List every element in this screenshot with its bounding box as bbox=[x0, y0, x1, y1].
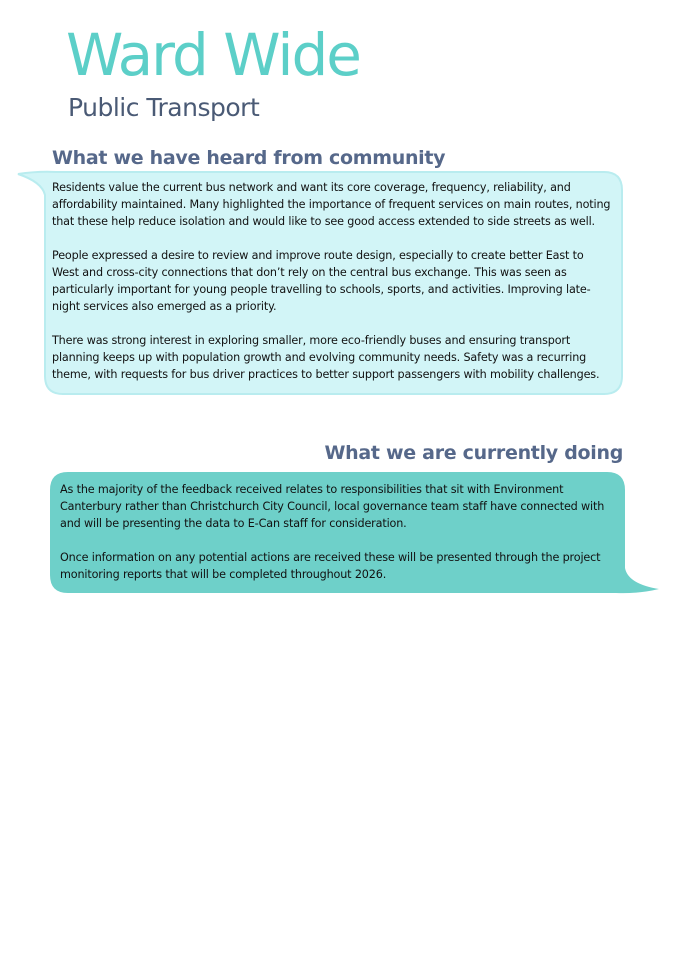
current-actions-paragraph: As the majority of the feedback received relates to responsibilities that sit with Environment Canterbury rather than Christchurch City Council, local governance team staff have connected with and will be presenting the data to E-Can staff for consideration. bbox=[60, 483, 605, 530]
community-paragraph: People expressed a desire to review and improve route design, especially to create better East to West and cross-city connections that don’t rely on the central bus exchange. This was seen as particularly important for young people travelling to schools, sports, and activities. Improving late-night services also emerged as a priority. bbox=[52, 249, 591, 313]
page-title: Ward Wide bbox=[66, 21, 360, 89]
community-feedback-speech-bubble bbox=[16, 170, 626, 398]
current-actions-text bbox=[60, 481, 620, 583]
current-actions-speech-bubble bbox=[50, 472, 662, 597]
community-paragraph: Residents value the current bus network and want its core coverage, frequency, reliability, and affordability maintained. Many highlighted the importance of frequent services on main routes, noting that these help reduce isolation and would like to see good access extended to side streets as well. bbox=[52, 181, 611, 228]
current-actions-heading: What we are currently doing bbox=[324, 442, 623, 464]
page-subtitle: Public Transport bbox=[68, 93, 260, 122]
community-feedback-text bbox=[52, 179, 612, 383]
community-feedback-heading: What we have heard from community bbox=[52, 147, 446, 169]
community-paragraph: There was strong interest in exploring smaller, more eco-friendly buses and ensuring transport planning keeps up with population growth and evolving community needs. Safety was a recurring theme, with requests for bus driver practices to better support passengers with mobility challenges. bbox=[52, 334, 600, 381]
current-actions-paragraph: Once information on any potential actions are received these will be presented through the project monitoring reports that will be completed throughout 2026. bbox=[60, 551, 601, 581]
